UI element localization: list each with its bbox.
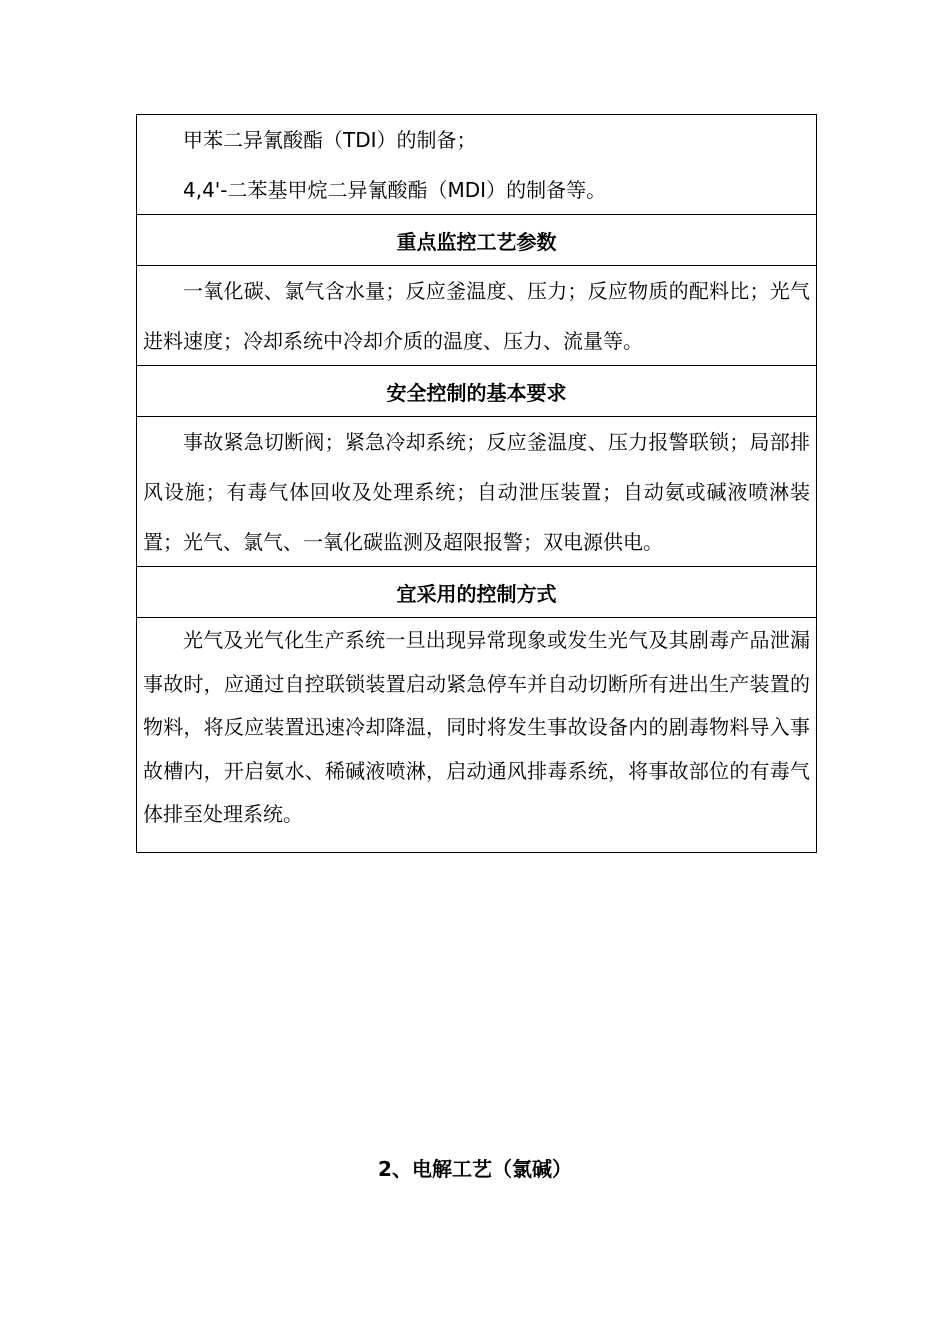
- control-text: 光气及光气化生产系统一旦出现异常现象或发生光气及其剧毒产品泄漏事故时，应通过自控联锁装置启动紧急停车并自动切断所有进出生产装置的物料，将反应装置迅速冷却降温，同时将发生事故设备内的剧毒物料导入事故槽内，开启氨水、稀碱液喷淋，启动通风排毒系统，将事故部位的有毒气体排至处理系统。: [143, 628, 810, 826]
- safety-heading-cell: [137, 366, 816, 417]
- safety-text: 事故紧急切断阀；紧急冷却系统；反应釜温度、压力报警联锁；局部排风设施；有毒气体回收及处理系统；自动泄压装置；自动氨或碱液喷淋装置；光气、氯气、一氧化碳监测及超限报警；双电源供电。: [143, 430, 810, 554]
- monitor-heading-cell: [137, 215, 816, 266]
- monitor-text: 一氧化碳、氯气含水量；反应釜温度、压力；反应物质的配料比；光气进料速度；冷却系统中冷却介质的温度、压力、流量等。: [143, 279, 810, 353]
- intro-line-tdi: 甲苯二异氰酸酯（TDI）的制备；: [183, 128, 477, 152]
- intro-line-mdi: 4,4'-二苯基甲烷二异氰酸酯（MDI）的制备等。: [183, 178, 607, 202]
- monitor-cell: [137, 266, 816, 366]
- section-title: 2、电解工艺（氯碱）: [378, 1157, 572, 1181]
- control-cell: [137, 618, 816, 852]
- control-heading-cell: [137, 567, 816, 618]
- intro-cell: [137, 115, 816, 215]
- safety-cell: [137, 417, 816, 567]
- process-table: [136, 114, 817, 853]
- control-heading: 宜采用的控制方式: [396, 581, 557, 606]
- monitor-heading: 重点监控工艺参数: [396, 229, 557, 254]
- safety-heading: 安全控制的基本要求: [386, 380, 567, 405]
